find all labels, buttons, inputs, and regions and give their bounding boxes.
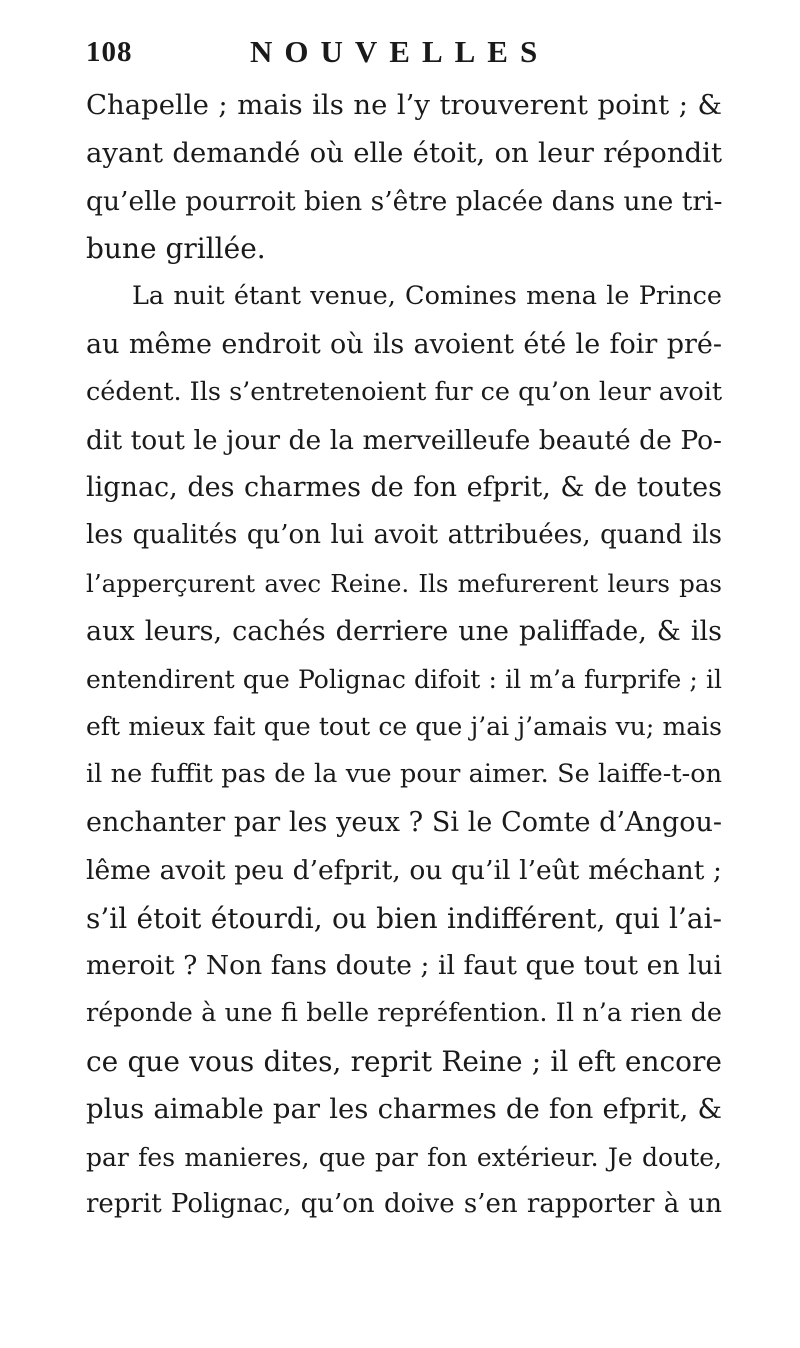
text-line: lignac, des charmes de fon efprit, & de toutes: [86, 472, 722, 504]
running-title: NOUVELLES: [250, 34, 550, 69]
page-number: 108: [86, 36, 133, 68]
text-line: reprit Polignac, qu’on doive s’en rapporter à un: [86, 1189, 722, 1220]
text-line: Chapelle ; mais ils ne l’y trouverent point ; &: [86, 89, 722, 121]
text-line: bune grillée.: [86, 232, 266, 266]
text-line: réponde à une fi belle repréfention. Il n’a rien de: [86, 998, 722, 1029]
text-line: au même endroit où ils avoient été le foir pré-: [86, 328, 722, 360]
text-line: cédent. Ils s’entretenoient fur ce qu’on leur avoit: [86, 376, 722, 407]
text-line: ce que vous dites, reprit Reine ; il eft encore: [86, 1044, 722, 1078]
page-header: [86, 30, 686, 78]
text-line: eft mieux fait que tout ce que j’ai j’amais vu; mais: [86, 712, 722, 742]
text-line: l’apperçurent avec Reine. Ils mefurerent leurs pas: [86, 568, 722, 598]
text-line: il ne fuffit pas de la vue pour aimer. Se laiffe-t-on: [86, 759, 722, 790]
text-line: dit tout le jour de la merveilleufe beauté de Po-: [86, 424, 722, 456]
text-line: aux leurs, cachés derriere une paliffade, & ils: [86, 615, 722, 647]
text-line: meroit ? Non fans doute ; il faut que tout en lui: [86, 950, 722, 982]
text-line: les qualités qu’on lui avoit attribuées, quand ils: [86, 520, 722, 551]
text-line: entendirent que Polignac difoit : il m’a furprife ; il: [86, 664, 722, 694]
text-line: lême avoit peu d’efprit, ou qu’il l’eût méchant ;: [86, 854, 722, 886]
text-line: par fes manieres, que par fon extérieur. Je doute,: [86, 1142, 722, 1172]
text-line: plus aimable par les charmes de fon efprit, &: [86, 1092, 722, 1125]
body-text: [86, 82, 722, 1229]
text-line: enchanter par les yeux ? Si le Comte d’Angou-: [86, 806, 722, 838]
text-line: ayant demandé où elle étoit, on leur répondit: [86, 136, 722, 169]
text-line: La nuit étant venue, Comines mena le Prince: [132, 281, 722, 312]
text-line: s’il étoit étourdi, ou bien indifférent, qui l’ai-: [86, 901, 722, 935]
text-line: qu’elle pourroit bien s’être placée dans une tri-: [86, 185, 722, 217]
